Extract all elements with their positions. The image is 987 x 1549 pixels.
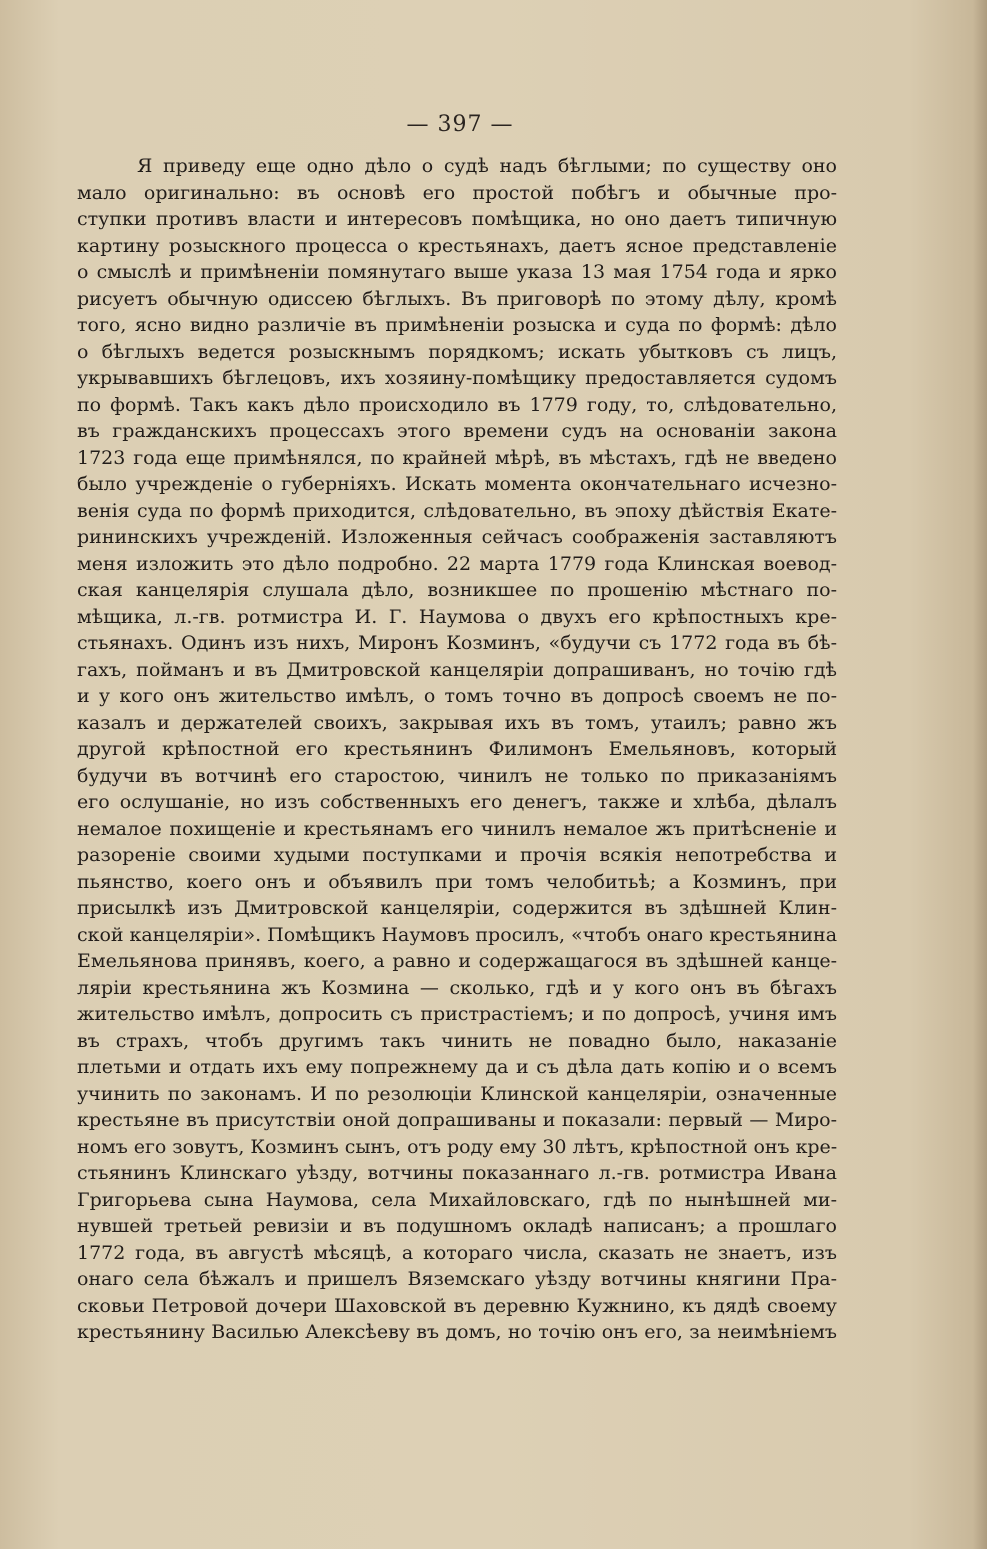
text-line: плетьми и отдать ихъ ему попрежнему да и съ дѣла дать копію и о всемъ	[77, 1056, 837, 1078]
text-line: картину розыскного процесса о крестьянахъ, даетъ ясное представленіе	[77, 234, 837, 257]
text-line: 1772 года, въ августѣ мѣсяцѣ, а котораго числа, сказать не знаетъ, изъ	[77, 1241, 837, 1264]
text-line: Григорьева сына Наумова, села Михайловскаго, гдѣ по нынѣшней ми-	[77, 1188, 837, 1211]
text-line: стьянинъ Клинскаго уѣзду, вотчины показаннаго л.-гв. ротмистра Ивана	[77, 1162, 837, 1184]
text-line: Емельянова принявъ, коего, а равно и содержащагося въ здѣшней канце-	[77, 950, 837, 972]
text-line: Я приведу еще одно дѣло о судѣ надъ бѣглыми; по существу оно	[137, 155, 837, 177]
text-line: крестьяне въ присутствіи оной допрашиваны и показали: первый — Миро-	[77, 1109, 837, 1131]
text-line: крестьянину Василью Алексѣеву въ домъ, но точію онъ его, за неимѣніемъ	[77, 1321, 837, 1343]
text-line: было учрежденіе о губерніяхъ. Искать момента окончательнаго исчезно-	[77, 473, 837, 495]
text-line: пьянство, коего онъ и объявилъ при томъ челобитьѣ; а Козминъ, при	[77, 870, 837, 893]
text-line: ская канцелярія слушала дѣло, возникшее по прошенію мѣстнаго по-	[77, 579, 837, 601]
text-line: онаго села бѣжалъ и пришелъ Вяземскаго уѣзду вотчины княгини Пра-	[77, 1268, 837, 1290]
text-line: рисуетъ обычную одиссею бѣглыхъ. Въ приговорѣ по этому дѣлу, кромѣ	[77, 287, 837, 310]
text-line: учинить по законамъ. И по резолюціи Клинской канцеляріи, означенные	[77, 1082, 837, 1105]
text-line: ляріи крестьянина жъ Козмина — сколько, гдѣ и у кого онъ въ бѣгахъ	[77, 976, 837, 999]
page-edge-shadow	[973, 0, 987, 1549]
text-line: другой крѣпостной его крестьянинъ Филимонъ Емельяновъ, который	[77, 738, 837, 760]
text-line: жительство имѣлъ, допросить съ пристрастіемъ; и по допросѣ, учиня имъ	[77, 1003, 837, 1025]
text-line: его ослушаніе, но изъ собственныхъ его денегъ, также и хлѣба, дѣлалъ	[77, 791, 837, 813]
text-line: мѣщика, л.-гв. ротмистра И. Г. Наумова о двухъ его крѣпостныхъ кре-	[77, 605, 837, 628]
text-line: по формѣ. Такъ какъ дѣло происходило въ 1779 году, то, слѣдовательно,	[77, 393, 837, 416]
text-line: ской канцеляріи». Помѣщикъ Наумовъ просилъ, «чтобъ онаго крестьянина	[77, 923, 837, 946]
text-line: гахъ, пойманъ и въ Дмитровской канцеляріи допрашиванъ, но точію гдѣ	[77, 658, 837, 681]
text-line: казалъ и держателей своихъ, закрывая ихъ въ томъ, утаилъ; равно жъ	[77, 711, 837, 734]
text-line: рининскихъ учрежденій. Изложенныя сейчасъ соображенія заставляютъ	[77, 526, 837, 548]
text-line: номъ его зовутъ, Козминъ сынъ, отъ роду ему 30 лѣтъ, крѣпостной онъ кре-	[77, 1135, 838, 1158]
text-line: разореніе своими худыми поступками и прочія всякія непотребства и	[77, 844, 837, 866]
text-line: о бѣглыхъ ведется розыскнымъ порядкомъ; искать убытковъ съ лицъ,	[77, 340, 837, 363]
text-line: о смыслѣ и примѣненіи помянутаго выше указа 13 мая 1754 года и ярко	[77, 261, 837, 283]
text-line: будучи въ вотчинѣ его старостою, чинилъ не только по приказаніямъ	[77, 764, 837, 787]
text-line: того, ясно видно различіе въ примѣненіи розыска и суда по формѣ: дѣло	[77, 314, 837, 336]
text-line: сковьи Петровой дочери Шаховской въ деревню Кужнино, къ дядѣ своему	[77, 1294, 837, 1317]
text-line: въ гражданскихъ процессахъ этого времени судъ на основаніи закона	[77, 420, 837, 442]
page-number: — 397 —	[406, 112, 514, 137]
text-line: мало оригинально: въ основѣ его простой побѣгъ и обычные про-	[77, 181, 837, 204]
body-text	[77, 153, 837, 1346]
text-line: нувшей третьей ревизіи и въ подушномъ окладѣ написанъ; а прошлаго	[77, 1215, 837, 1237]
text-line: въ страхъ, чтобъ другимъ такъ чинить не повадно было, наказаніе	[77, 1029, 837, 1052]
text-line: укрывавшихъ бѣглецовъ, ихъ хозяину-помѣщику предоставляется судомъ	[77, 367, 837, 389]
text-line: стьянахъ. Одинъ изъ нихъ, Миронъ Козминъ, «будучи съ 1772 года въ бѣ-	[77, 632, 837, 654]
text-line: венія суда по формѣ приходится, слѣдовательно, въ эпоху дѣйствія Екате-	[77, 499, 837, 522]
text-line: немалое похищеніе и крестьянамъ его чинилъ немалое жъ притѣсненіе и	[77, 817, 837, 840]
text-line: 1723 года еще примѣнялся, по крайней мѣрѣ, въ мѣстахъ, гдѣ не введено	[77, 446, 837, 469]
text-line: меня изложить это дѣло подробно. 22 марта 1779 года Клинская воевод-	[77, 552, 837, 575]
text-line: присылкѣ изъ Дмитровской канцеляріи, содержится въ здѣшней Клин-	[77, 897, 837, 919]
text-line: и у кого онъ жительство имѣлъ, о томъ точно въ допросѣ своемъ не по-	[77, 685, 837, 707]
text-line: ступки противъ власти и интересовъ помѣщика, но оно даетъ типичную	[77, 208, 837, 230]
